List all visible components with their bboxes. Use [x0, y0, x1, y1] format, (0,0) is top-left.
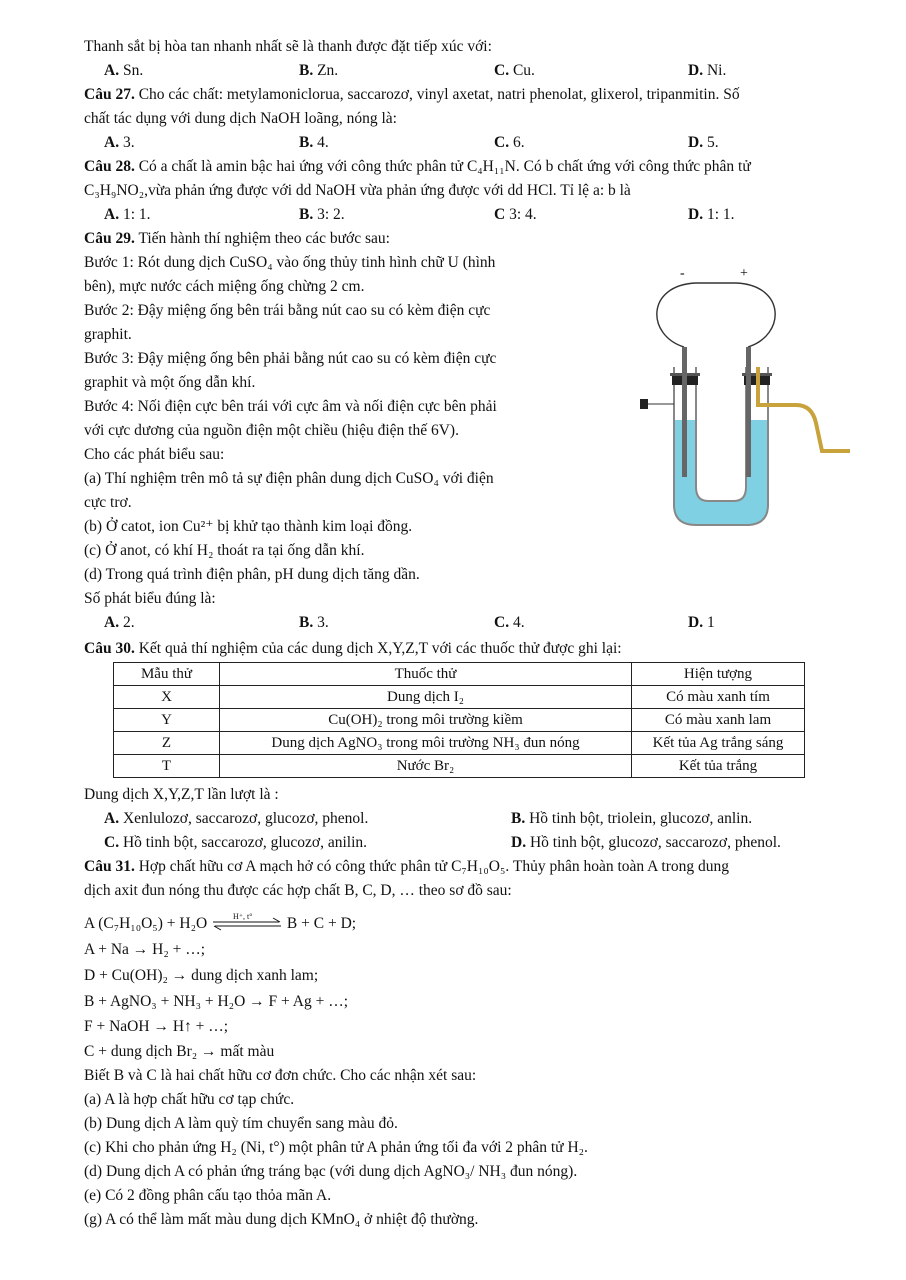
cell-phenomenon: Có màu xanh lam [632, 709, 805, 732]
q30-stem: Câu 30. Kết quả thí nghiệm của các dung dịch X,Y,Z,T với các thuốc thử được ghi lại: [84, 640, 622, 657]
q29-step2a: Bước 2: Đậy miệng ống bên trái bằng nút cao su có kèm điện cực [84, 302, 491, 319]
table-row [114, 755, 805, 778]
q26-option-a: A. Sn. [104, 62, 144, 79]
q29-step4a: Bước 4: Nối điện cực bên trái với cực âm và nối điện cực bên phải [84, 398, 497, 415]
q30-after: Dung dịch X,Y,Z,T lần lượt là : [84, 786, 279, 803]
q31-statement-g: (g) A có thể làm mất màu dung dịch KMnO₄ ở nhiệt độ thường. [84, 1211, 479, 1228]
q31-eq6: C + dung dịch Br₂ → mất màu [84, 1043, 275, 1060]
plus-terminal-label: + [740, 266, 748, 281]
q31-statement-b: (b) Dung dịch A làm quỳ tím chuyển sang màu đỏ. [84, 1115, 398, 1132]
q31-statement-e: (e) Có 2 đồng phân cấu tạo thỏa mãn A. [84, 1187, 332, 1204]
q31-eq4: B + AgNO₃ + NH₃ + H₂O → F + Ag + …; [84, 993, 349, 1010]
minus-terminal-label: - [680, 266, 685, 281]
q26-option-b: B. Zn. [299, 62, 339, 79]
q27-option-b: B. 4. [299, 134, 329, 151]
cell-sample: X [114, 686, 220, 709]
q27-option-d: D. 5. [688, 134, 719, 151]
q26-option-d: D. Ni. [688, 62, 727, 79]
clamp [640, 399, 648, 409]
q29-statements-intro: Cho các phát biểu sau: [84, 446, 225, 463]
q28-line1: Câu 28. Có a chất là amin bậc hai ứng với công thức phân tử C₄H₁₁N. Có b chất ứng với công thức phân tử [84, 158, 751, 175]
q28-option-a: A. 1: 1. [104, 206, 151, 223]
header-phenomenon: Hiện tượng [632, 663, 805, 686]
q29-step1b: bên), mực nước cách miệng ống chừng 2 cm. [84, 278, 365, 295]
q29-step3b: graphit và một ống dẫn khí. [84, 374, 256, 391]
q27-line1: Câu 27. Cho các chất: metylamoniclorua, saccarozơ, vinyl axetat, natri phenolat, glixerol, tripanmitin. Số [84, 86, 740, 103]
q31-statement-d: (d) Dung dịch A có phản ứng tráng bạc (với dung dịch AgNO₃/ NH₃ đun nóng). [84, 1163, 578, 1180]
u-tube-inner [696, 367, 746, 501]
gas-delivery-tube [758, 367, 850, 451]
q29-statement-c: (c) Ở anot, có khí H₂ thoát ra tại ống dẫn khí. [84, 542, 365, 559]
q30-option-c: C. Hồ tinh bột, saccarozơ, glucozơ, anilin. [104, 834, 368, 851]
q29-statement-a2: cực trơ. [84, 494, 132, 511]
cell-sample: Z [114, 732, 220, 755]
q31-statement-c: (c) Khi cho phản ứng H₂ (Ni, t°) một phân tử A phản ứng tối đa với 2 phân tử H₂. [84, 1139, 588, 1156]
q31-line2: dịch axit đun nóng thu được các hợp chất B, C, D, … theo sơ đồ sau: [84, 882, 512, 899]
q29-step4b: với cực dương của nguồn điện một chiều (hiệu điện thế 6V). [84, 422, 459, 439]
q29-option-c: C. 4. [494, 614, 525, 631]
q27-line2: chất tác dụng với dung dịch NaOH loãng, nóng là: [84, 110, 397, 127]
q30-option-b: B. Hồ tinh bột, triolein, glucozơ, anlin. [511, 810, 753, 827]
q31-eq5: F + NaOH → H↑ + …; [84, 1018, 229, 1035]
q29-step3a: Bước 3: Đậy miệng ống bên phải bằng nút cao su có kèm điện cực [84, 350, 497, 367]
q31-statement-a: (a) A là hợp chất hữu cơ tạp chức. [84, 1091, 295, 1108]
header-sample: Mẫu thử [114, 663, 220, 686]
q29-step1a: Bước 1: Rót dung dịch CuSO₄ vào ống thủy tinh hình chữ U (hình [84, 254, 496, 271]
cuso4-solution [674, 420, 768, 525]
circuit-wire [657, 283, 775, 347]
table-row [114, 686, 805, 709]
cell-reagent: Dung dịch AgNO₃ trong môi trường NH₃ đun nóng [220, 732, 632, 755]
q29-option-a: A. 2. [104, 614, 135, 631]
q30-option-a: A. Xenlulozơ, saccarozơ, glucozơ, phenol. [104, 810, 369, 827]
cell-sample: Y [114, 709, 220, 732]
reversible-arrow-icon: H⁺, t° [211, 916, 283, 932]
table-header-row [114, 663, 805, 686]
right-electrode [746, 347, 751, 477]
header-reagent: Thuốc thử [220, 663, 632, 686]
q27-option-a: A. 3. [104, 134, 135, 151]
table-row [114, 732, 805, 755]
q28-option-c: C 3: 4. [494, 206, 537, 223]
q31-note: Biết B và C là hai chất hữu cơ đơn chức. Cho các nhận xét sau: [84, 1067, 477, 1084]
cell-phenomenon: Có màu xanh tím [632, 686, 805, 709]
q29-statement-d: (d) Trong quá trình điện phân, pH dung dịch tăng dần. [84, 566, 420, 583]
q29-statement-a1: (a) Thí nghiệm trên mô tả sự điện phân dung dịch CuSO₄ với điện [84, 470, 494, 487]
cell-reagent: Dung dịch I₂ [220, 686, 632, 709]
cell-reagent: Nước Br₂ [220, 755, 632, 778]
q29-step2b: graphit. [84, 326, 132, 343]
q29-option-b: B. 3. [299, 614, 329, 631]
q31-eq3: D + Cu(OH)₂ → dung dịch xanh lam; [84, 967, 319, 984]
q28-option-b: B. 3: 2. [299, 206, 345, 223]
cell-sample: T [114, 755, 220, 778]
q29-question: Số phát biểu đúng là: [84, 590, 216, 607]
q29-intro: Câu 29. Tiến hành thí nghiệm theo các bước sau: [84, 230, 390, 247]
q31-line1: Câu 31. Hợp chất hữu cơ A mạch hở có công thức phân tử C₇H₁₀O₅. Thủy phân hoàn toàn A trong dung [84, 858, 729, 875]
q28-option-d: D. 1: 1. [688, 206, 735, 223]
table-row [114, 709, 805, 732]
electrolysis-u-tube-figure [636, 255, 856, 535]
q31-eq2: A + Na → H₂ + …; [84, 941, 206, 958]
q26-option-c: C. Cu. [494, 62, 535, 79]
cell-phenomenon: Kết tủa trắng [632, 755, 805, 778]
cell-phenomenon: Kết tủa Ag trắng sáng [632, 732, 805, 755]
q29-option-d: D. 1 [688, 614, 715, 631]
q26-stem: Thanh sắt bị hòa tan nhanh nhất sẽ là thanh được đặt tiếp xúc với: [84, 38, 492, 55]
cell-reagent: Cu(OH)₂ trong môi trường kiềm [220, 709, 632, 732]
q29-statement-b: (b) Ở catot, ion Cu²⁺ bị khử tạo thành kim loại đồng. [84, 518, 413, 535]
q27-option-c: C. 6. [494, 134, 525, 151]
q30-option-d: D. Hồ tinh bột, glucozơ, saccarozơ, phenol. [511, 834, 781, 851]
q31-eq1: A (C₇H₁₀O₅) + H₂O H⁺, t° B + C + D; [84, 912, 357, 932]
results-table [113, 662, 805, 778]
q28-line2: C₃H₉NO₂,vừa phản ứng được với dd NaOH vừa phản ứng được với dd HCl. Tỉ lệ a: b là [84, 182, 631, 199]
left-electrode [682, 347, 687, 477]
